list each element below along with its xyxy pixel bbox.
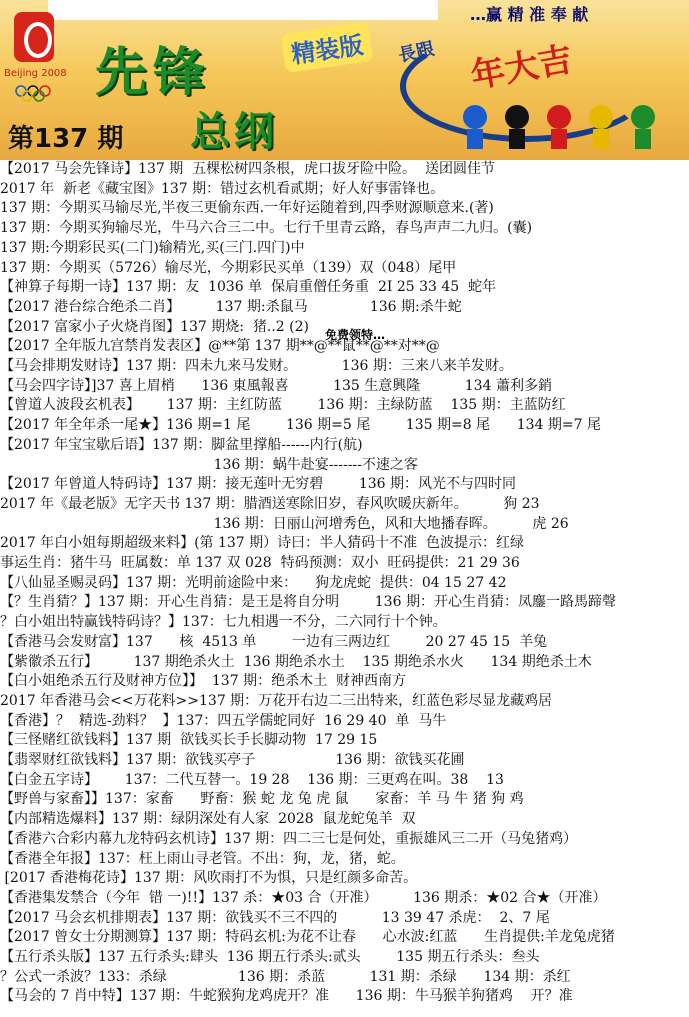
page-title: 先锋 [95, 43, 212, 103]
text-line: 【香港全年报】137：枉上雨山寻老管。不出：狗，龙，猪，蛇。 [0, 850, 405, 867]
page-subtitle: 总纲 [190, 109, 278, 155]
text-line: 【香港马会发财富】137 核 4513 单 一边有三两边红 20 27 45 15 羊兔 [0, 633, 548, 650]
text-line: ？白小姐出特赢钱特码诗？】137：七九相遇一不分，二六同行十个钟。 [0, 614, 447, 631]
text-line: [2017 香港梅花诗】137 期：风吹雨打不为惧，只是红颜多命苦。 [0, 870, 418, 887]
text-line: 【神算子每期一诗】137 期：友 1036 单 保肩重僧任务重 2I 25 33 45 蛇年 [0, 279, 497, 296]
text-line: 【五行杀头版】137 五行杀头:肆头 136 期五行杀头:贰头 135 期五行杀头：叁头 [0, 949, 540, 965]
text-line: 【马会四字诗】]37 喜上眉梢 136 東風報喜 135 生意興隆 134 蕭利多銷 [0, 377, 552, 394]
text-line: 【？生肖猜？】137 期：开心生肖猜：是王是将自分明 136 期：开心生肖猜：凤鏖一路馬蹄聲 [0, 594, 616, 611]
text-line: 2017 年香港马会<<万花料>>137 期：万花开右边二三出特来，红蓝色彩尽显龙藏鸡居 [0, 692, 553, 709]
text-line: 【2017 富家小子火烧肖图】137 期烧: 猪..2 (2) [0, 318, 309, 335]
text-line: 136 期：日丽山河增秀色，风和大地播春晖。 虎 26 [0, 515, 569, 532]
text-line: 【曾道人波段玄机表】 137 期：主红防蓝 136 期：主绿防蓝 135 期：主蓝防红 [0, 397, 566, 414]
text-line: 【白金五字诗】 137：二代互替一。19 28 136 期：三更鸡在叫。38 13 [0, 771, 504, 788]
header-banner [0, 0, 689, 160]
text-line: 137 期:今期彩民买(二门)输精光,买(三门.四门)中 [0, 239, 305, 256]
text-line: 【2017 港台综合绝杀二肖】 137 期:杀鼠马 136 期:杀牛蛇 [0, 298, 462, 315]
text-line: 【紫徽杀五行】 137 期绝杀火土 136 期绝杀水土 135 期绝杀水火 134 期绝杀土木 [0, 653, 592, 670]
text-line: 2017 年《最老版》无字天书 137 期：腊酒送寒除旧岁，春风吹暖庆新年。 狗 23 [0, 495, 540, 512]
header-blank-strip [48, 0, 438, 20]
text-line: 【2017 全年版九宫禁肖发表区】@**第 137 期**@**鼠**@**对**@ [0, 338, 440, 355]
olympic-logo [2, 4, 72, 114]
text-line: 【2017 年宝宝歇后语】137 期：脚盆里撑船------内行(航) [0, 436, 363, 453]
text-line: 【2017 曾女士分期测算】137 期：特码玄机:为花不让春 心水波:红蓝 生肖提供:羊龙兔虎猪 [0, 929, 615, 946]
text-line: 2017 年白小姐每期超级来料】(第 137 期）诗曰：半人猜码十不准 色波提示：红绿 [0, 535, 525, 552]
text-line: 【香港六合彩内幕九龙特码玄机诗】137 期：四二三七是何处，重振雄风三二开（马兔猪鸡） [0, 830, 578, 847]
text-line: 【香港集发禁合（今年 错 一)!!】137 杀：★03 合（开准） 136 期杀：★02 合★（开准） [0, 889, 607, 906]
slogan-left: 長跟 [396, 38, 437, 67]
text-line: 2017 年 新老《藏宝图》137 期：错过玄机看贰期；好人好事雷锋也。 [0, 180, 445, 197]
text-line: 【三怪赌红欲钱料】137 期 欲钱买长手长脚动物 17 29 15 [0, 732, 378, 749]
slogan-right: 年大吉 [467, 39, 576, 97]
text-line: 137 期：今期买（5726）输尽光，今期彩民买单（139）双（048）尾甲 [0, 259, 457, 276]
free-stamp: 免费领特… [325, 328, 386, 342]
text-line: 136 期：蜗牛赴宴-------不速之客 [0, 456, 418, 473]
text-line: 【2017 马会先锋诗】137 期 五棵松树四条根，虎口拔牙险中险。 送团圆佳节 [0, 161, 496, 177]
edition-badge: 精装版 [281, 22, 374, 73]
issue-number: 第137 期 [8, 124, 124, 154]
text-line: 事运生肖：猪牛马 旺属数：单 137 双 028 特码预测：双小 旺码提供：21 29 36 [0, 555, 520, 571]
header-slogan: …赢 精 准 奉 献 [470, 5, 589, 24]
mascot-figures [455, 95, 685, 155]
text-line: 【内部精选爆料】137 期：绿阴深处有人家 2028 鼠龙蛇兔羊 双 [0, 811, 416, 828]
text-line: 【2017 年曾道人特码诗】137 期：接无莲叶无穷碧 136 期：风光不与四时同 [0, 476, 517, 493]
text-line: 【八仙显圣赐灵码】137 期：光明前途险中来： 狗龙虎蛇 提供：04 15 27 42 [0, 574, 507, 591]
text-line: ？公式一杀波？133：杀绿 136 期：杀蓝 131 期：杀绿 134 期：杀红 [0, 968, 571, 985]
text-line: 【2017 年全年杀一尾★】136 期=1 尾 136 期=5 尾 135 期=8 尾 134 期=7 尾 [0, 417, 602, 434]
logo-caption: Beijing 2008 [4, 68, 67, 79]
text-line: 137 期：今期买马输尽光,半夜三更偷东西.一年好运随着到,四季财源顺意来.(著) [0, 200, 494, 217]
text-line: 【翡翠财红欲钱料】137 期：欲钱买亭子 136 期：欲钱买花圃 [0, 752, 465, 768]
text-line: 【2017 马会玄机排期表】137 期：欲钱买不三不四的 13 39 47 杀虎： 2、7 尾 [0, 909, 550, 926]
text-line: 【马会排期发财诗】137 期：四未九来马发财。 136 期：三来八来羊发财。 [0, 358, 513, 374]
text-line: 【野兽与家畜】】137：家畜 野畜：猴 蛇 龙 兔 虎 鼠 家畜：羊 马 牛 猪 狗 鸡 [0, 791, 524, 808]
text-line: 【香港】？ 精选-劲料？ 】137：四五学儒蛇同好 16 29 40 单 马牛 [0, 712, 447, 729]
text-line: 【马会的 7 肖中特】137 期：牛蛇猴狗龙鸡虎开？准 136 期：牛马猴羊狗猪鸡 开？准 [0, 988, 573, 1005]
text-line: 【白小姐绝杀五行及财神方位】】 137 期：绝杀木土 财神西南方 [0, 673, 406, 690]
olympic-rings-icon [12, 84, 62, 104]
text-line: 137 期：今期买狗输尽光，牛马六合三二中。七行千里青云路，春鸟声声二九归。(囊) [0, 220, 533, 237]
beijing-emblem-icon [14, 12, 54, 62]
